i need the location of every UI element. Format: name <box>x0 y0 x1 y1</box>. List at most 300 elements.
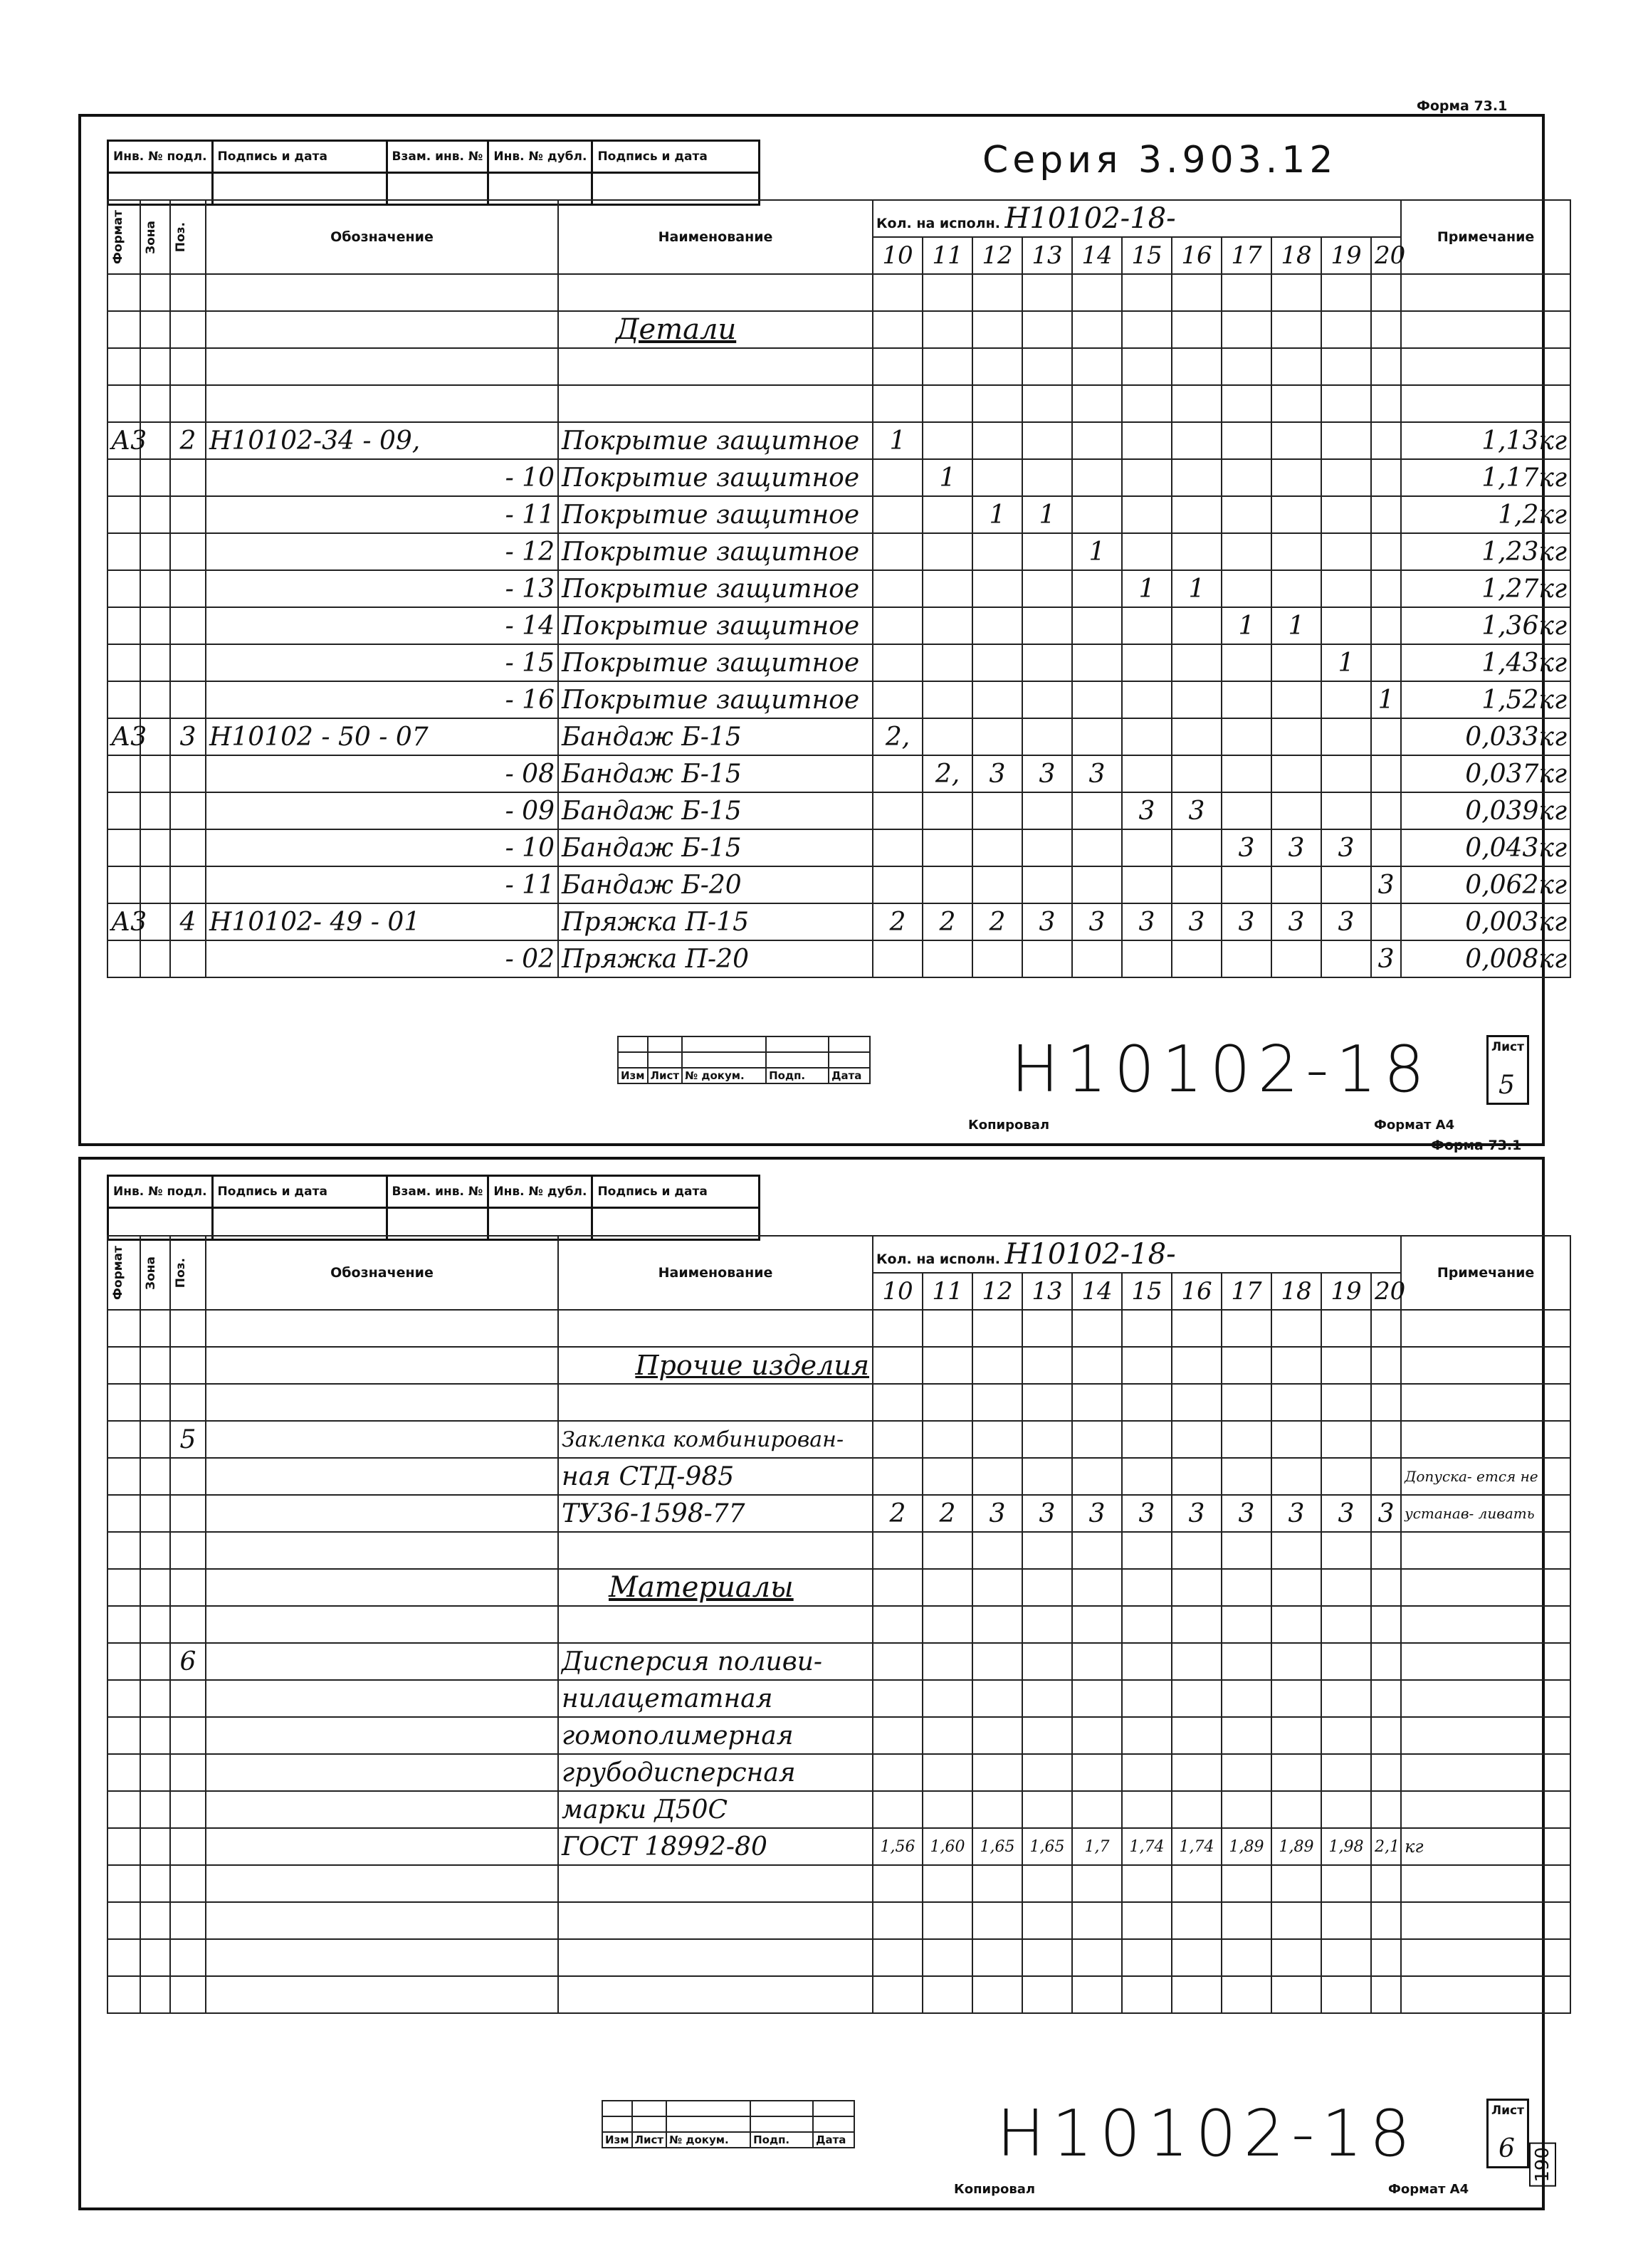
cell-qty <box>1022 792 1072 829</box>
table-cell <box>1172 1976 1222 2013</box>
variant-header: 17 <box>1222 237 1271 274</box>
table-cell <box>1271 1976 1321 2013</box>
table-cell <box>1401 1643 1570 1680</box>
cell-naimenovanie: ТУ36-1598-77 <box>558 1495 873 1532</box>
table-cell <box>107 1680 140 1717</box>
variant-header: 12 <box>972 1273 1022 1310</box>
table-cell <box>972 1310 1022 1347</box>
table-row <box>107 422 1570 459</box>
table-cell <box>972 1902 1022 1939</box>
cell-naimenovanie: Пряжка П-20 <box>558 940 873 977</box>
cell-primechanie: кг <box>1401 1828 1570 1865</box>
cell-primechanie: 0,033кг <box>1401 718 1570 755</box>
table-cell <box>1321 274 1371 311</box>
cell-qty <box>873 570 923 607</box>
cell-poz: 3 <box>170 718 206 755</box>
cell-qty <box>972 829 1022 866</box>
table-cell <box>873 1643 923 1680</box>
cell-naimenovanie: Бандаж Б-15 <box>558 718 873 755</box>
table-cell <box>1122 1532 1172 1569</box>
table-cell <box>140 1680 170 1717</box>
cell-qty <box>1122 607 1172 644</box>
table-cell <box>1371 1643 1401 1680</box>
cell-qty <box>1122 829 1172 866</box>
table-cell <box>873 1865 923 1902</box>
cell-poz <box>170 940 206 977</box>
cell-qty: 3 <box>1222 1495 1271 1532</box>
cell-naimenovanie: Бандаж Б-15 <box>558 792 873 829</box>
table-cell <box>1271 1347 1321 1384</box>
table-cell <box>873 311 923 348</box>
cell-primechanie: 0,043кг <box>1401 829 1570 866</box>
table-cell <box>923 1532 972 1569</box>
stamp-label: Инв. № дубл. <box>488 1176 592 1208</box>
table-cell <box>1401 385 1570 422</box>
sheet2-spec-table <box>107 1235 1571 2014</box>
title-label: Лист <box>648 1068 683 1083</box>
table-cell <box>1022 1421 1072 1458</box>
table-cell <box>1172 1532 1222 1569</box>
table-cell <box>1222 1717 1271 1754</box>
table-cell <box>1321 1717 1371 1754</box>
table-cell <box>206 1569 558 1606</box>
cell-qty <box>1122 755 1172 792</box>
cell-poz <box>170 459 206 496</box>
cell-qty <box>1022 533 1072 570</box>
table-cell <box>923 1902 972 1939</box>
table-cell <box>923 1643 972 1680</box>
table-cell <box>1401 1976 1570 2013</box>
table-cell <box>972 1532 1022 1569</box>
table-cell <box>206 1532 558 1569</box>
table-cell <box>1271 385 1321 422</box>
table-cell <box>1271 1865 1321 1902</box>
table-cell <box>1271 1643 1321 1680</box>
table-row <box>107 1421 1570 1458</box>
table-row <box>107 1384 1570 1421</box>
table-cell <box>1371 1902 1401 1939</box>
cell-qty <box>1371 533 1401 570</box>
table-cell <box>1072 1347 1122 1384</box>
cell-qty: 1,98 <box>1321 1828 1371 1865</box>
table-cell <box>873 1791 923 1828</box>
variant-header: 18 <box>1271 237 1321 274</box>
variant-header: 11 <box>923 237 972 274</box>
cell-qty <box>873 459 923 496</box>
section-title: Материалы <box>558 1569 873 1606</box>
table-row <box>107 755 1570 792</box>
cell-zona <box>140 755 170 792</box>
cell-qty <box>1072 829 1122 866</box>
cell-qty <box>1371 459 1401 496</box>
table-cell <box>972 1347 1022 1384</box>
table-cell <box>206 1310 558 1347</box>
table-cell <box>1271 1791 1321 1828</box>
table-row <box>107 1606 1570 1643</box>
variant-header: 14 <box>1072 1273 1122 1310</box>
title-label: Подп. <box>766 1068 829 1083</box>
table-row <box>107 1865 1570 1902</box>
side-stamp: 190 <box>1529 2143 1556 2187</box>
stamp-label: Подпись и дата <box>212 1176 387 1208</box>
cell-qty: 3 <box>1271 829 1321 866</box>
cell-format <box>107 829 140 866</box>
variant-header: 16 <box>1172 1273 1222 1310</box>
cell-qty <box>1122 644 1172 681</box>
table-cell <box>1222 311 1271 348</box>
cell-poz <box>170 681 206 718</box>
table-cell <box>1172 1902 1222 1939</box>
cell-naimenovanie: Покрытие защитное <box>558 459 873 496</box>
table-cell <box>923 1939 972 1976</box>
cell-poz: 4 <box>170 903 206 940</box>
cell-naimenovanie: ная СТД-985 <box>558 1458 873 1495</box>
cell-oboznachenie: Н10102-34 - 09, <box>206 422 558 459</box>
table-cell <box>1222 1976 1271 2013</box>
cell-naimenovanie: Покрытие защитное <box>558 681 873 718</box>
table-cell <box>558 1939 873 1976</box>
table-row <box>107 385 1570 422</box>
table-row <box>107 1717 1570 1754</box>
cell-format <box>107 496 140 533</box>
table-cell <box>1122 1791 1172 1828</box>
table-cell <box>206 1421 558 1458</box>
cell-naimenovanie: нилацетатная <box>558 1680 873 1717</box>
cell-naimenovanie: Дисперсия поливи- <box>558 1643 873 1680</box>
cell-qty <box>923 570 972 607</box>
table-cell <box>170 1865 206 1902</box>
cell-primechanie: 1,13кг <box>1401 422 1570 459</box>
cell-qty <box>1371 903 1401 940</box>
table-cell <box>1022 311 1072 348</box>
cell-qty <box>1022 570 1072 607</box>
table-cell <box>107 1939 140 1976</box>
table-cell <box>1371 311 1401 348</box>
cell-qty <box>1072 644 1122 681</box>
table-row <box>107 607 1570 644</box>
cell-qty: 3 <box>1122 1495 1172 1532</box>
cell-poz <box>170 570 206 607</box>
cell-zona <box>140 607 170 644</box>
table-cell <box>1222 385 1271 422</box>
cell-qty <box>1172 644 1222 681</box>
cell-qty <box>1222 718 1271 755</box>
table-row <box>107 1495 1570 1532</box>
cell-oboznachenie: - 15 <box>206 644 558 681</box>
table-cell <box>206 348 558 385</box>
variant-header: 19 <box>1321 1273 1371 1310</box>
stamp-label: Инв. № подл. <box>108 1176 213 1208</box>
table-cell <box>1321 1680 1371 1717</box>
table-cell <box>1271 1569 1321 1606</box>
cell-qty: 1 <box>1072 533 1122 570</box>
table-cell <box>1222 1384 1271 1421</box>
table-cell <box>1371 1569 1401 1606</box>
table-cell <box>140 1717 170 1754</box>
table-cell <box>1072 1680 1122 1717</box>
table-cell <box>1172 1310 1222 1347</box>
table-cell <box>1371 1458 1401 1495</box>
table-cell <box>1401 1384 1570 1421</box>
cell-qty <box>1172 607 1222 644</box>
cell-qty <box>1321 866 1371 903</box>
table-cell <box>873 1606 923 1643</box>
table-cell <box>1172 1384 1222 1421</box>
cell-primechanie: 1,17кг <box>1401 459 1570 496</box>
header-naimenovanie: Наименование <box>558 1236 873 1310</box>
cell-primechanie: 1,27кг <box>1401 570 1570 607</box>
table-cell <box>1271 1717 1321 1754</box>
sheet1-kopiroval: Копировал <box>968 1118 1050 1133</box>
table-cell <box>1401 1310 1570 1347</box>
cell-qty <box>1222 792 1271 829</box>
cell-qty <box>923 422 972 459</box>
table-cell <box>972 1421 1022 1458</box>
cell-qty <box>972 570 1022 607</box>
cell-qty <box>1371 644 1401 681</box>
cell-qty: 3 <box>1321 1495 1371 1532</box>
table-cell <box>1022 1606 1072 1643</box>
table-cell <box>107 1754 140 1791</box>
cell-primechanie: 0,003кг <box>1401 903 1570 940</box>
cell-qty: 2,1 <box>1371 1828 1401 1865</box>
table-cell <box>170 1532 206 1569</box>
table-cell <box>1371 1717 1401 1754</box>
header-zona: Зона <box>140 1236 170 1310</box>
table-cell <box>1222 1569 1271 1606</box>
cell-qty <box>1122 533 1172 570</box>
cell-oboznachenie: - 14 <box>206 607 558 644</box>
table-row <box>107 681 1570 718</box>
table-row <box>107 1939 1570 1976</box>
table-cell <box>972 1569 1022 1606</box>
table-cell <box>1072 311 1122 348</box>
table-cell <box>1072 1458 1122 1495</box>
cell-zona <box>140 459 170 496</box>
cell-primechanie <box>1401 1421 1570 1458</box>
cell-oboznachenie: - 11 <box>206 866 558 903</box>
table-row <box>107 1569 1570 1606</box>
cell-qty <box>1072 718 1122 755</box>
table-cell <box>107 348 140 385</box>
cell-qty <box>923 940 972 977</box>
table-cell <box>1321 1532 1371 1569</box>
table-cell <box>170 1754 206 1791</box>
table-cell <box>206 1458 558 1495</box>
cell-qty: 2 <box>873 903 923 940</box>
table-cell <box>1172 311 1222 348</box>
cell-primechanie: 1,23кг <box>1401 533 1570 570</box>
cell-qty: 2 <box>923 1495 972 1532</box>
table-cell <box>1222 1458 1271 1495</box>
table-cell <box>170 311 206 348</box>
cell-qty: 3 <box>1321 829 1371 866</box>
cell-qty: 3 <box>1072 1495 1122 1532</box>
table-cell <box>1172 1791 1222 1828</box>
table-cell <box>1222 1643 1271 1680</box>
cell-qty: 1 <box>972 496 1022 533</box>
stamp-label: Инв. № подл. <box>108 141 213 173</box>
cell-qty: 3 <box>1371 940 1401 977</box>
stamp-label: Подпись и дата <box>592 141 760 173</box>
cell-naimenovanie: Бандаж Б-15 <box>558 755 873 792</box>
stamp-label: Подпись и дата <box>212 141 387 173</box>
table-cell <box>873 348 923 385</box>
table-cell <box>1072 274 1122 311</box>
variant-header: 17 <box>1222 1273 1271 1310</box>
cell-naimenovanie: марки Д50С <box>558 1791 873 1828</box>
table-cell <box>1122 1569 1172 1606</box>
table-row <box>107 348 1570 385</box>
variant-header: 20 <box>1371 237 1401 274</box>
table-cell <box>1122 385 1172 422</box>
table-cell <box>1172 274 1222 311</box>
cell-qty <box>1022 422 1072 459</box>
cell-format <box>107 607 140 644</box>
table-cell <box>1022 385 1072 422</box>
table-cell <box>1022 1865 1072 1902</box>
variant-header: 15 <box>1122 237 1172 274</box>
cell-qty <box>972 681 1022 718</box>
table-cell <box>206 1347 558 1384</box>
cell-naimenovanie: Покрытие защитное <box>558 644 873 681</box>
cell-qty <box>923 829 972 866</box>
cell-qty <box>1271 422 1321 459</box>
cell-qty <box>1371 570 1401 607</box>
table-cell <box>1222 1680 1271 1717</box>
table-cell <box>170 1569 206 1606</box>
table-cell <box>558 1532 873 1569</box>
table-cell <box>206 1828 558 1865</box>
cell-qty <box>1371 718 1401 755</box>
cell-poz: 5 <box>170 1421 206 1458</box>
sheet1-doc-number: Н10102-18 <box>1011 1032 1432 1107</box>
table-cell <box>1072 385 1122 422</box>
sheet1-list-box: Лист 5 <box>1486 1035 1529 1105</box>
section-title: Детали <box>558 311 873 348</box>
cell-poz <box>170 792 206 829</box>
table-cell <box>1072 1902 1122 1939</box>
table-cell <box>1222 1310 1271 1347</box>
cell-format <box>107 940 140 977</box>
table-cell <box>972 1384 1022 1421</box>
sheet2-top-stamp <box>107 1175 760 1241</box>
table-cell <box>1371 1939 1401 1976</box>
table-cell <box>923 1754 972 1791</box>
sheet2-title-block <box>602 2100 855 2148</box>
table-cell <box>923 1569 972 1606</box>
cell-zona <box>140 533 170 570</box>
cell-qty <box>1022 459 1072 496</box>
table-cell <box>1022 1939 1072 1976</box>
table-cell <box>1401 1606 1570 1643</box>
table-cell <box>1321 348 1371 385</box>
table-cell <box>1222 1532 1271 1569</box>
table-row <box>107 496 1570 533</box>
cell-naimenovanie: Пряжка П-15 <box>558 903 873 940</box>
sheet1-title-block <box>617 1036 871 1084</box>
table-cell <box>923 348 972 385</box>
cell-primechanie: 0,039кг <box>1401 792 1570 829</box>
table-cell <box>140 1754 170 1791</box>
cell-qty <box>1122 496 1172 533</box>
cell-qty <box>1371 755 1401 792</box>
table-cell <box>1222 274 1271 311</box>
table-cell <box>1072 1310 1122 1347</box>
cell-qty <box>1172 866 1222 903</box>
cell-qty <box>923 607 972 644</box>
cell-qty <box>1222 496 1271 533</box>
cell-qty <box>1321 718 1371 755</box>
table-cell <box>558 348 873 385</box>
table-cell <box>206 1939 558 1976</box>
table-cell <box>1222 1754 1271 1791</box>
table-row <box>107 1791 1570 1828</box>
table-cell <box>206 1680 558 1717</box>
sheet1-spec-table <box>107 199 1571 978</box>
cell-poz <box>170 829 206 866</box>
table-cell <box>873 1976 923 2013</box>
cell-naimenovanie: грубодисперсная <box>558 1754 873 1791</box>
cell-qty: 1,89 <box>1222 1828 1271 1865</box>
table-cell <box>1122 1754 1172 1791</box>
table-cell <box>140 1902 170 1939</box>
table-cell <box>972 311 1022 348</box>
table-cell <box>170 1976 206 2013</box>
cell-qty: 3 <box>1022 903 1072 940</box>
table-row <box>107 1310 1570 1347</box>
cell-qty: 1,65 <box>972 1828 1022 1865</box>
cell-qty <box>1321 533 1371 570</box>
cell-format <box>107 755 140 792</box>
table-cell <box>1321 1458 1371 1495</box>
table-cell <box>1321 385 1371 422</box>
cell-qty: 3 <box>1022 755 1072 792</box>
table-cell <box>873 1421 923 1458</box>
cell-qty: 3 <box>1371 866 1401 903</box>
cell-oboznachenie: - 16 <box>206 681 558 718</box>
table-cell <box>1371 1976 1401 2013</box>
table-cell <box>1271 1310 1321 1347</box>
table-cell <box>1122 348 1172 385</box>
cell-qty <box>873 866 923 903</box>
cell-qty <box>1222 570 1271 607</box>
table-row <box>107 533 1570 570</box>
table-cell <box>140 311 170 348</box>
cell-oboznachenie: - 11 <box>206 496 558 533</box>
table-cell <box>1371 1347 1401 1384</box>
cell-qty <box>873 644 923 681</box>
table-cell <box>1222 1606 1271 1643</box>
table-cell <box>1401 1569 1570 1606</box>
cell-qty <box>1172 459 1222 496</box>
cell-qty <box>1321 792 1371 829</box>
table-cell <box>1122 1680 1172 1717</box>
table-cell <box>1321 1347 1371 1384</box>
cell-primechanie: 0,008кг <box>1401 940 1570 977</box>
cell-primechanie: 1,43кг <box>1401 644 1570 681</box>
cell-qty <box>1271 718 1321 755</box>
stamp-label: Взам. инв. № <box>387 141 488 173</box>
cell-qty <box>1321 755 1371 792</box>
table-cell <box>107 1643 140 1680</box>
cell-qty: 3 <box>1072 755 1122 792</box>
sheet2-forma: Форма 73.1 <box>1431 1138 1522 1153</box>
variant-header: 16 <box>1172 237 1222 274</box>
table-cell <box>140 1458 170 1495</box>
table-cell <box>1022 1458 1072 1495</box>
cell-naimenovanie: Покрытие защитное <box>558 570 873 607</box>
